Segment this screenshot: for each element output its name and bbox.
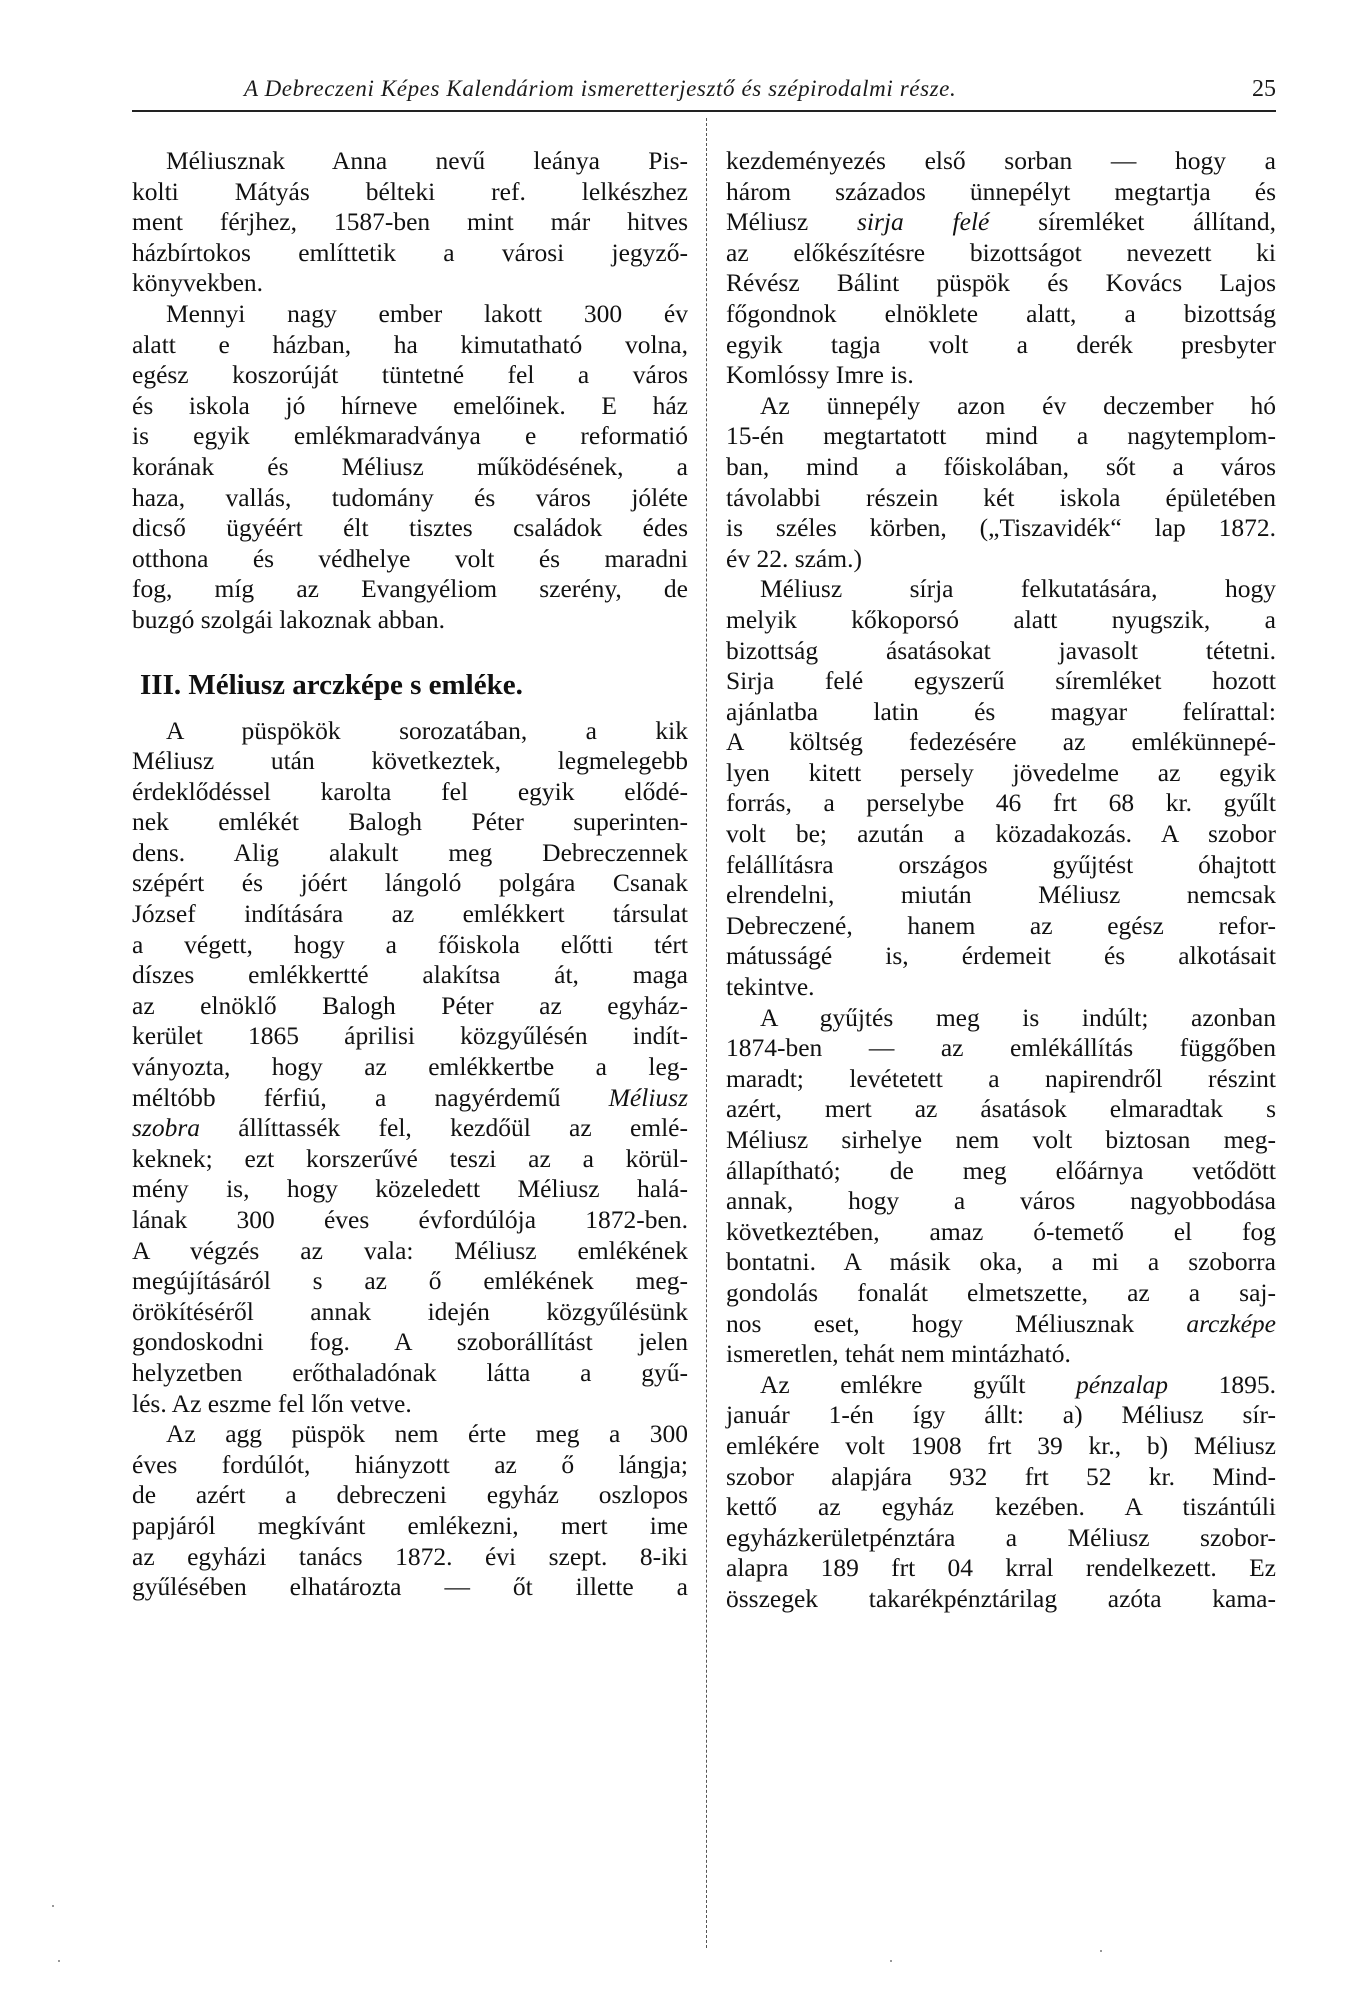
section-heading: III. Méliusz arczképe s emléke.	[140, 668, 523, 701]
text-line: díszes emlékkertté alakítsa át, maga	[132, 960, 688, 990]
text-line: főgondnok elnöklete alatt, a bizottság	[726, 298, 1276, 328]
text-line: január 1-én így állt: a) Méliusz sír-	[726, 1400, 1276, 1430]
text-line: nek emlékét Balogh Péter superinten-	[132, 807, 688, 837]
right-paragraph-block	[726, 146, 1276, 1615]
text-line: Mennyi nagy ember lakott 300 év	[166, 298, 688, 328]
text-line: fog, míg az Evangyéliom szerény, de	[132, 574, 688, 604]
text-line: ment férjhez, 1587-ben mint már hitves	[132, 207, 688, 237]
text-line: alatt e házban, ha kimutatható volna,	[132, 329, 688, 359]
running-header	[132, 72, 1276, 106]
text-line: ban, mind a főiskolában, sőt a város	[726, 451, 1276, 481]
scan-speck	[58, 1960, 60, 1962]
text-line: kolti Mátyás bélteki ref. lelkészhez	[132, 176, 688, 206]
left-paragraph-block-1	[132, 146, 688, 636]
text-line: maradt; levétetett a napirendről részint	[726, 1063, 1276, 1093]
text-line: éves fordúlót, hiányzott az ő lángja;	[132, 1449, 688, 1479]
text-line: Az ünnepély azon év deczember hó	[760, 390, 1276, 420]
text-line: annak, hogy a város nagyobbodása	[726, 1186, 1276, 1216]
text-line: év 22. szám.)	[726, 543, 862, 573]
text-run: állíttassék fel, kezdőül az emlé-	[200, 1113, 688, 1143]
text-line: tekintve.	[726, 972, 815, 1002]
text-line: és iskola jó hírneve emelőinek. E ház	[132, 390, 688, 420]
text-line: szobor alapjára 932 frt 52 kr. Mind-	[726, 1461, 1276, 1491]
text-line: A végzés az vala: Méliusz emlékének	[132, 1235, 688, 1265]
text-line: mátusságé is, érdemeit és alkotásait	[726, 941, 1276, 971]
text-line: szépért és jóért lángoló polgára Csanak	[132, 868, 688, 898]
text-line: megújításáról s az ő emlékének meg-	[132, 1266, 688, 1296]
column-divider	[706, 118, 707, 1948]
text-run: Az emlékre gyűlt	[760, 1369, 1076, 1399]
text-line: lának 300 éves évfordúlója 1872-ben.	[132, 1205, 688, 1234]
text-line: dens. Alig alakult meg Debreczennek	[132, 837, 688, 867]
scan-speck	[52, 1905, 54, 1907]
text-line: mény is, hogy közeledett Méliusz halá-	[132, 1174, 688, 1204]
italic-emphasis: sirja felé	[856, 207, 990, 237]
text-line: Méliusz sírja felkutatására, hogy	[760, 574, 1276, 604]
italic-emphasis: szobra	[132, 1113, 201, 1143]
text-line: keknek; ezt korszerűvé teszi az a körül-	[132, 1143, 688, 1173]
text-line: melyik kőkoporsó alatt nyugszik, a	[726, 604, 1276, 634]
left-column	[132, 146, 688, 1603]
text-line	[132, 1113, 688, 1144]
text-line: érdeklődéssel karolta fel egyik elődé-	[132, 776, 688, 806]
text-line: ajánlatba latin és magyar felírattal:	[726, 696, 1276, 726]
text-line: kezdeményezés első sorban — hogy a	[726, 146, 1276, 175]
text-line: elrendelni, miután Méliusz nemcsak	[726, 880, 1276, 910]
text-line: 15-én megtartatott mind a nagytemplom-	[726, 421, 1276, 451]
text-line: gyűlésében elhatározta — őt illette a	[132, 1572, 688, 1602]
text-line: összegek takarékpénztárilag azóta kama-	[726, 1583, 1276, 1613]
text-line: forrás, a perselybe 46 frt 68 kr. gyűlt	[726, 788, 1276, 818]
text-line: is egyik emlékmaradványa e reformatió	[132, 421, 688, 451]
text-line: haza, vallás, tudomány és város jóléte	[132, 482, 688, 512]
text-line: korának és Méliusz működésének, a	[132, 451, 688, 481]
text-line: otthona és védhelye volt és maradni	[132, 543, 688, 573]
page-number: 25	[1252, 76, 1276, 102]
text-line	[132, 1083, 688, 1114]
text-line: házbírtokos említtetik a városi jegyző-	[132, 237, 688, 267]
text-run: Méliusz	[726, 207, 857, 237]
text-line: bizottság ásatásokat javasolt tétetni.	[726, 635, 1276, 665]
text-line: ismeretlen, tehát nem mintázható.	[726, 1339, 1071, 1369]
text-line: gondoskodni fog. A szoborállítást jelen	[132, 1327, 688, 1357]
text-line: 1874-ben — az emlékállítás függőben	[726, 1033, 1276, 1063]
text-line: emlékére volt 1908 frt 39 kr., b) Méliusz	[726, 1430, 1276, 1460]
text-run: síremléket állítand,	[989, 207, 1277, 237]
text-line: három százados ünnepélyt megtartja és	[726, 176, 1276, 206]
text-line: az elnöklő Balogh Péter az egyház-	[132, 990, 688, 1020]
text-line: a végett, hogy a főiskola előtti tért	[132, 929, 688, 959]
header-rule	[132, 110, 1276, 112]
scan-speck	[1100, 1950, 1102, 1952]
italic-emphasis: arczképe	[1186, 1308, 1276, 1338]
text-line: Az agg püspök nem érte meg a 300	[166, 1419, 688, 1449]
text-line: felállításra országos gyűjtést óhajtott	[726, 849, 1276, 879]
text-line: távolabbi részein két iskola épületében	[726, 482, 1276, 512]
text-line	[726, 207, 1276, 238]
text-line: volt be; azután a közadakozás. A szobor	[726, 819, 1276, 849]
running-title: A Debreczeni Képes Kalendáriom ismeretterjesztő és szépirodalmi része.	[244, 76, 957, 101]
text-line: könyvekben.	[132, 268, 264, 298]
text-line: kerület 1865 áprilisi közgyűlésén indít-	[132, 1021, 688, 1051]
text-line: egyházkerületpénztára a Méliusz szobor-	[726, 1522, 1276, 1552]
text-line: Debreczené, hanem az egész refor-	[726, 910, 1276, 940]
text-line: alapra 189 frt 04 krral rendelkezett. Ez	[726, 1553, 1276, 1583]
text-run: nos eset, hogy Méliusznak	[726, 1308, 1187, 1338]
text-line: buzgó szolgái lakoznak abban.	[132, 604, 445, 634]
text-line: József indítására az emlékkert társulat	[132, 899, 688, 929]
text-line: A püspökök sorozatában, a kik	[166, 715, 688, 745]
text-line: Méliusz sirhelye nem volt biztosan meg-	[726, 1125, 1276, 1154]
right-column	[726, 146, 1276, 1615]
text-line: A gyűjtés meg is indúlt; azonban	[760, 1002, 1276, 1032]
italic-emphasis: pénzalap	[1075, 1369, 1169, 1399]
text-line: Révész Bálint püspök és Kovács Lajos	[726, 268, 1276, 298]
italic-emphasis: Méliusz	[608, 1082, 688, 1112]
text-line: A költség fedezésére az emlékünnepé-	[726, 727, 1276, 757]
text-line: lés. Az eszme fel lőn vetve.	[132, 1388, 412, 1418]
text-run: méltóbb férfiú, a nagyérdemű	[132, 1082, 609, 1112]
text-line: Komlóssy Imre is.	[726, 360, 914, 390]
text-line: egész koszorúját tüntetné fel a város	[132, 360, 688, 390]
text-line: ványozta, hogy az emlékkertbe a leg-	[132, 1052, 688, 1082]
left-paragraph-block-2	[132, 716, 688, 1603]
scan-speck	[890, 1960, 892, 1962]
text-line: helyzetben erőthaladónak látta a gyű-	[132, 1357, 688, 1387]
text-line: azért, mert az ásatások elmaradtak s	[726, 1094, 1276, 1124]
text-line: bontatni. A másik oka, a mi a szoborra	[726, 1247, 1276, 1277]
text-line: is széles körben, („Tiszavidék“ lap 1872.	[726, 513, 1276, 543]
text-line: az egyházi tanács 1872. évi szept. 8-iki	[132, 1541, 688, 1571]
text-line: következtében, amaz ó-temető el fog	[726, 1216, 1276, 1246]
text-line: az előkészítésre bizottságot nevezett ki	[726, 237, 1276, 267]
text-line: dicső ügyéért élt tisztes családok édes	[132, 513, 688, 543]
text-line: Méliusznak Anna nevű leánya Pis-	[166, 146, 688, 175]
text-line: papjáról megkívánt emlékezni, mert ime	[132, 1510, 688, 1540]
text-line: Méliusz után következtek, legmelegebb	[132, 746, 688, 776]
text-line	[726, 1309, 1276, 1340]
text-line: örökítéséről annak idején közgyűlésünk	[132, 1296, 688, 1326]
text-line: Sirja felé egyszerű síremléket hozott	[726, 666, 1276, 696]
text-line: lyen kitett persely jövedelme az egyik	[726, 757, 1276, 787]
text-line: gondolás fonalát elmetszette, az a saj-	[726, 1277, 1276, 1307]
text-run: 1895.	[1168, 1369, 1276, 1399]
text-line: egyik tagja volt a derék presbyter	[726, 329, 1276, 359]
text-line	[726, 1370, 1276, 1401]
text-line: állapítható; de meg előárnya vetődött	[726, 1155, 1276, 1185]
text-line: de azért a debreczeni egyház oszlopos	[132, 1480, 688, 1510]
text-line: kettő az egyház kezében. A tiszántúli	[726, 1492, 1276, 1522]
